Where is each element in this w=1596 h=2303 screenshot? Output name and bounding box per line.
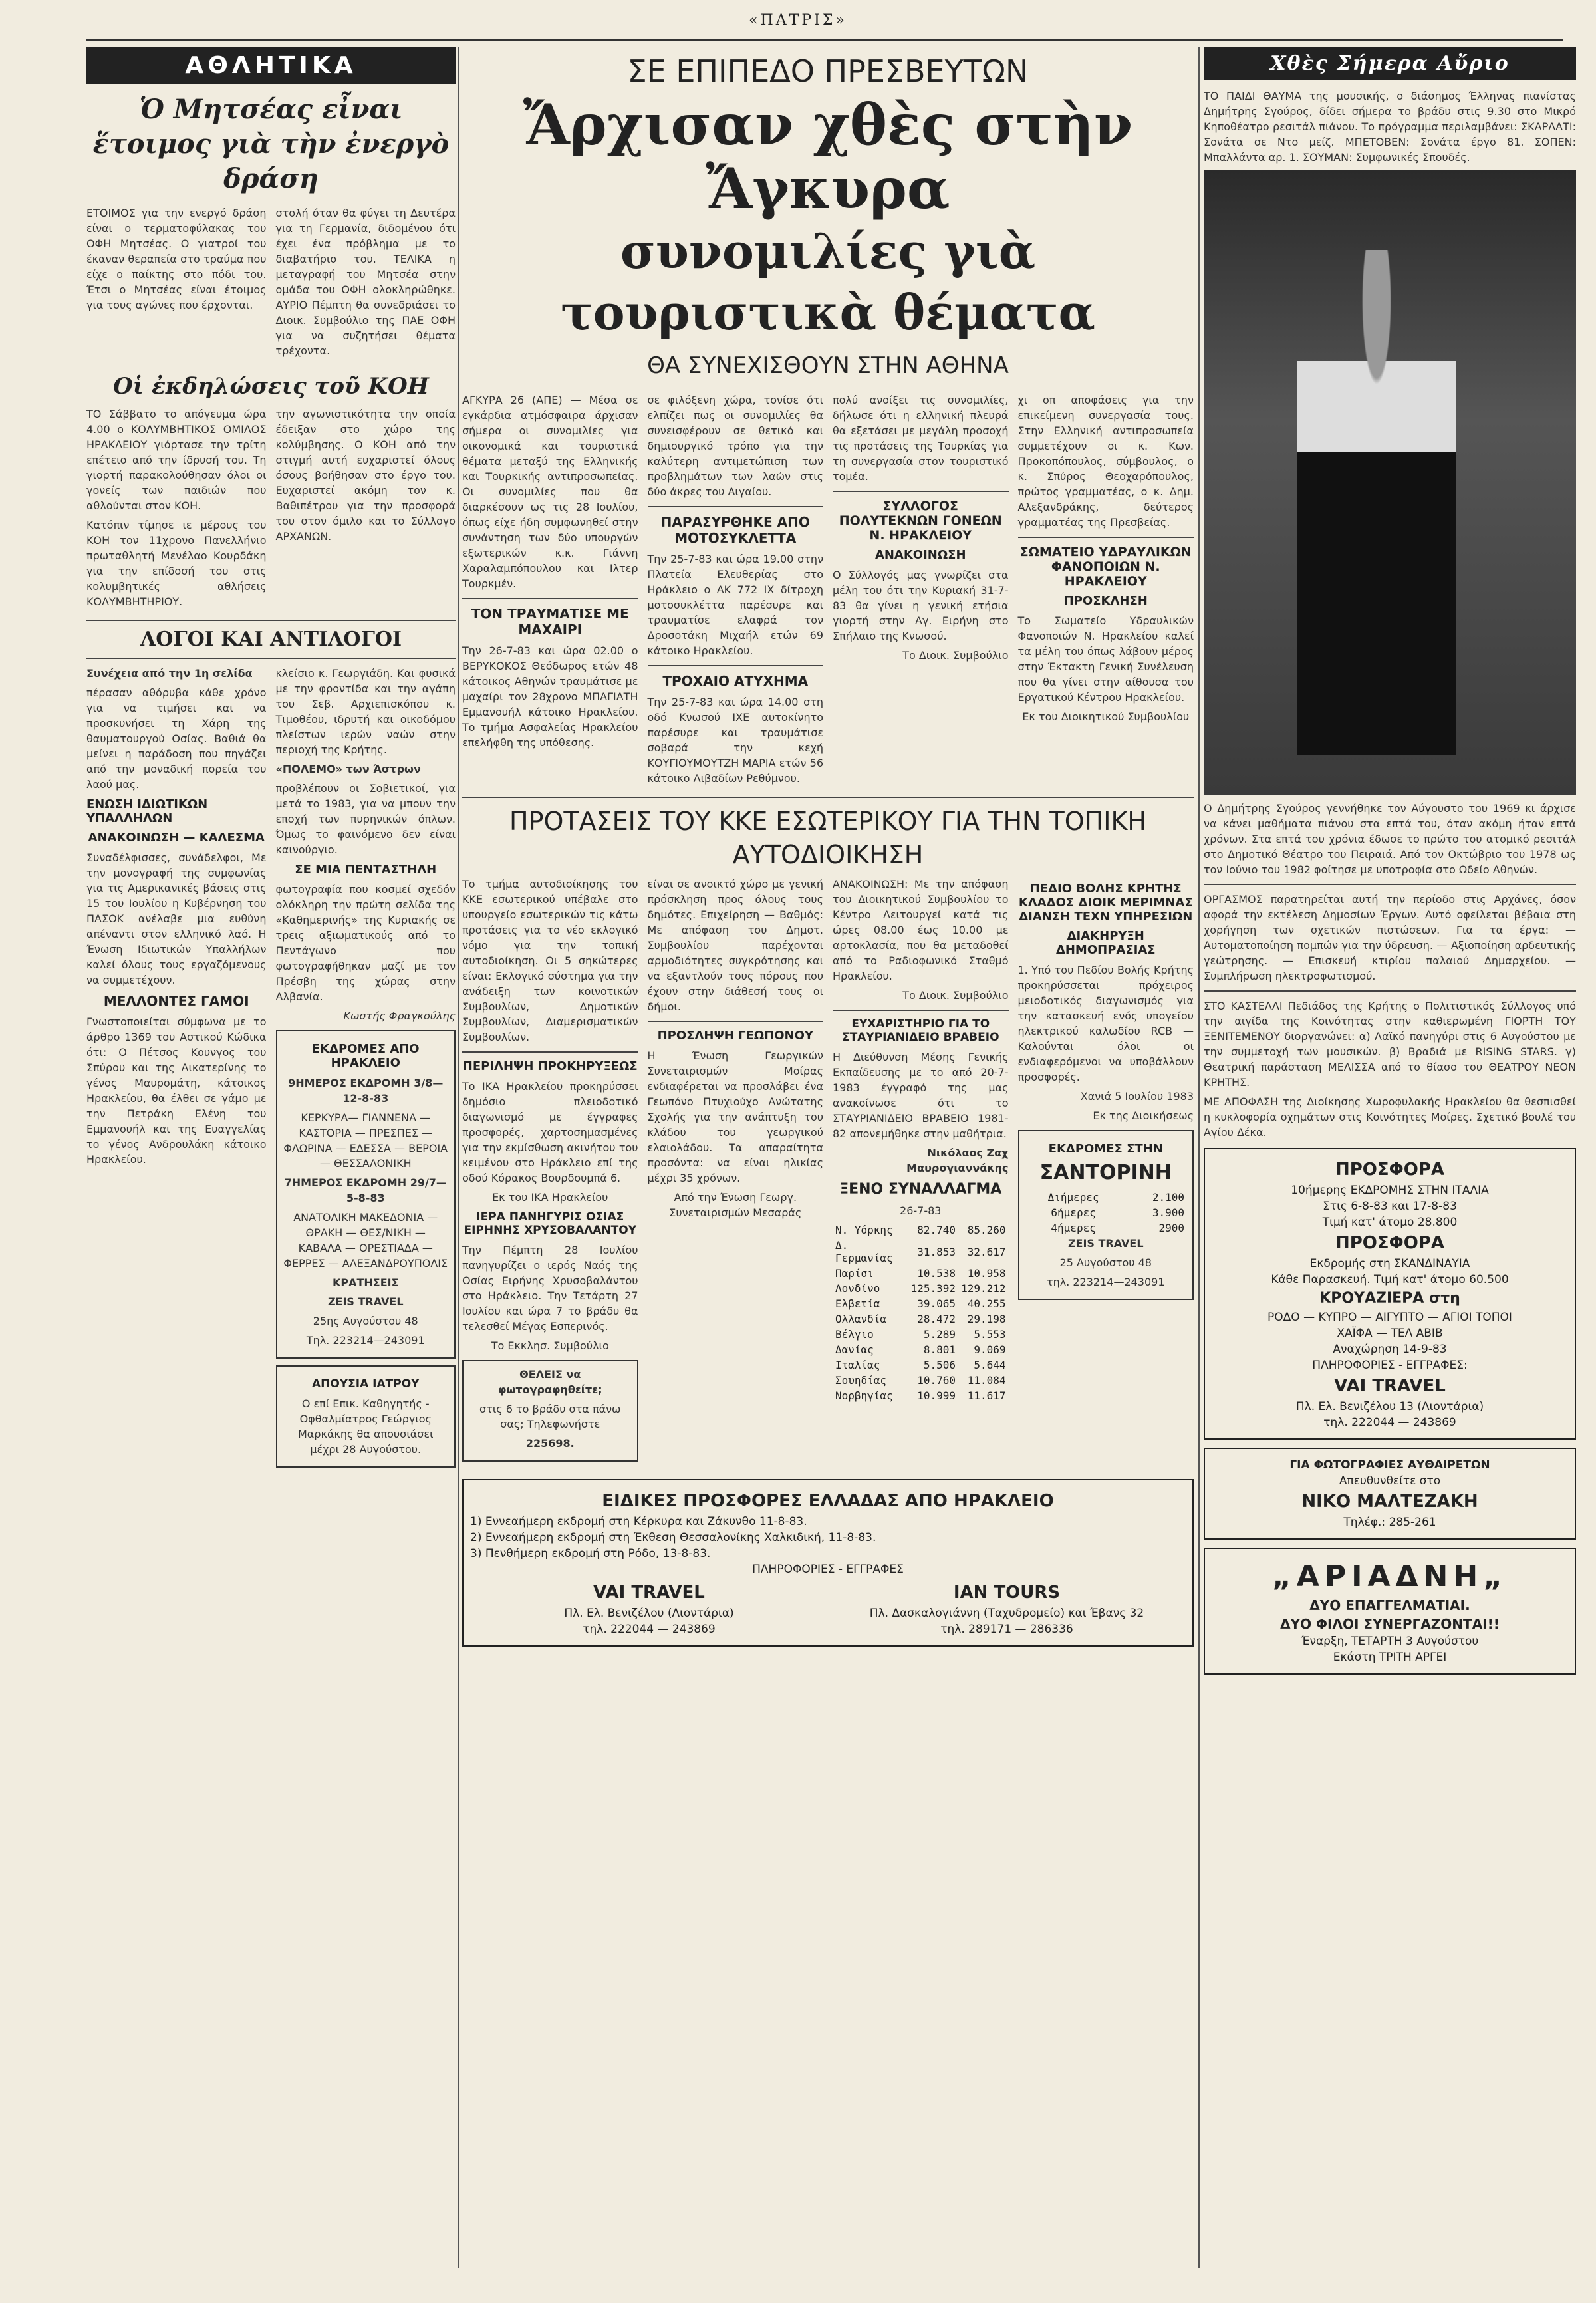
rate-sell: 11.084 (967, 1374, 1006, 1387)
logoi-headline: ΛΟΓΟΙ ΚΑΙ ΑΝΤΙΛΟΓΟΙ (140, 628, 402, 651)
prosfora-line-3: Τιμή κατ' άτομο 28.800 (1322, 1216, 1458, 1229)
price-row (1025, 1205, 1188, 1220)
section-rule (648, 665, 824, 666)
stavrianideio-signature: Νικόλαος Ζαχ Μαυρογιαννάκης (906, 1147, 1009, 1174)
prosfora-phone: τηλ. 222044 — 243869 (1323, 1416, 1456, 1429)
stavrianideio-body: Η Διεύθυνση Μέσης Γενικής Εκπαίδευσης με το από 20-7-1983 έγγραφό της μας ανακοίνωσε ότι το ΣΤΑΥΡΙΑΝΙΔΕΙΟ ΒΡΑΒΕΙΟ 1981-82 απονεμήθηκε στην μαθήτρια. (833, 1051, 1009, 1140)
foto-name: ΝΙΚΟ ΜΑΛΤΕΖΑΚΗ (1301, 1492, 1478, 1512)
rate-buy: 31.853 (917, 1245, 956, 1258)
main-col-4: χι οπ αποφάσεις για την επικείμενη συνεργασία τους. Στην Ελληνική αντιπροσωπεία συμμετέχουν οι κ. Κων. Προκοπόπουλος, σύμβουλος, ο κ. Σπύρος Θεοχαρόπουλος, πρώτος γραμματέας, ο κ. Δημ. Αλεξανδράκης, δεύτερος γραμματέας της Πρεσβείας. (1017, 394, 1194, 529)
logoi-body-1: πέρασαν αθόρυβα κάθε χρόνο για να τιμήσει και να προσκυνήσει τη Χάρη της θαυματουργού Οσίας. Βαθιά θα μείνει η παράδοση που πηγάζει από την μοναδική πορεία του λαού μας. (86, 686, 267, 791)
syllogos-title: ΣΥΛΛΟΓΟΣ ΠΟΛΥΤΕΚΝΩΝ ΓΟΝΕΩΝ Ν. ΗΡΑΚΛΕΙΟΥ (839, 499, 1002, 543)
currency-name: Ν. Υόρκης (835, 1224, 893, 1236)
stavrianideio-title: ΕΥΧΑΡΙΣΤΗΡΙΟ ΓΙΑ ΤΟ ΣΤΑΥΡΙΑΝΙΔΕΙΟ ΒΡΑΒΕΙΟ (841, 1017, 999, 1044)
prosfora-line-2: Στις 6-8-83 και 17-8-83 (1323, 1200, 1457, 1213)
rate-sell: 129.212 (961, 1282, 1006, 1295)
kon-body-1: ΤΟ Σάββατο το απόγευμα ώρα 4.00 ο ΚΟΛΥΜΒΗΤΙΚΟΣ ΟΜΙΛΟΣ ΗΡΑΚΛΕΙΟΥ γιόρτασε την τρίτη επέτειο από την ίδρυσή του. Τη γιορτή παρακολούθησαν όλοι οι γονείς των παιδιών που αθλούνται στον ΚΟΗ. (86, 408, 267, 512)
currency-name: Νορβηγίας (835, 1389, 893, 1402)
apousia-notice (276, 1365, 456, 1468)
sports-article (86, 205, 456, 362)
trochaio-body: Την 25-7-83 και ώρα 14.00 στη οδό Κνωσού ΙΧΕ αυτοκίνητο παρέσυρε και τραυμάτισε σοβαρά την κεχή ΚΟΥΓΙΟΥΜΟΥΤΖΗ ΜΑΡΙΑ ετών 56 κάτοικο Λιβαδίων Ρεθύμνου. (647, 696, 823, 785)
rate-buy: 10.760 (917, 1374, 956, 1387)
kke-col-2: είναι σε ανοικτό χώρο με γενική πρόσκληση προς όλους τους δημότες. Επιχείρηση — Βαθμός: Με απόφαση του Δημοτ. Συμβουλίου παρέχονται αρμοδιότητες συγκρότησης και να εξαντλούν τους πόρους που έχουν στην διάθεσή τους οι δήμοι. (647, 878, 823, 1013)
pedio-date: Χανιά 5 Ιουλίου 1983 (1080, 1090, 1194, 1103)
main-headline-1: Ἄρχισαν χθὲς στὴν Ἄγκυρα (523, 92, 1133, 221)
sports-headline: Ὁ Μητσέας εἶναι ἕτοιμος γιὰ τὴν ἐνεργὸ δράση (92, 94, 450, 194)
section-rule (1204, 884, 1576, 885)
ariadni-line-3: Έναρξη, ΤΕΤΑΡΤΗ 3 Αυγούστου (1301, 1635, 1479, 1648)
currency-name: Ελβετία (835, 1297, 880, 1310)
mia-signature: Κωστής Φραγκούλης (343, 1010, 456, 1022)
pedio-signature: Εκ της Διοικήσεως (1093, 1109, 1194, 1122)
prosfora-address: Πλ. Ελ. Βενιζέλου 13 (Λιοντάρια) (1295, 1400, 1484, 1413)
main-col-1: ΑΓΚΥΡΑ 26 (ΑΠΕ) — Μέσα σε εγκάρδια ατμόσφαιρα άρχισαν σήμερα οι συνομιλίες για οικονομικά και τουριστικά θέματα μεταξύ της Ελληνικής και Τουρκικής αντιπροσωπείας. Οι συνομιλίες που θα διαρκέσουν ως τις 28 Ιουλίου, όπως είχε ήδη συμφωνηθεί στην συνάντηση των δύο υπουργών εξωτερικών κ.κ. Γιάννη Χαραλαμπόπουλου και Ιλτερ Τουρκμέν. (462, 394, 638, 590)
rate-sell: 9.069 (974, 1343, 1006, 1356)
prosfora-title-1: ΠΡΟΣΦΟΡΑ (1335, 1160, 1445, 1180)
rate-sell: 11.617 (967, 1389, 1006, 1402)
prosfora-line-7: ΧΑΪΦΑ — ΤΕΛ ΑΒΙΒ (1337, 1327, 1443, 1340)
rate-sell: 5.644 (974, 1359, 1006, 1371)
mia-title: ΣΕ ΜΙΑ ΠΕΝΤΑΣΤΗΛΗ (295, 863, 437, 877)
polemo-title: «ΠΟΛΕΜΟ» των Άστρων (275, 763, 421, 775)
enosi-title: ΕΝΩΣΗ ΙΔΙΩΤΙΚΩΝ ΥΠΑΛΛΗΛΩΝ (86, 797, 208, 825)
ika-signature: Εκ του ΙΚΑ Ηρακλείου (492, 1191, 608, 1204)
mellontes-title: ΜΕΛΛΟΝΤΕΣ ΓΑΜΟΙ (103, 993, 249, 1009)
foto-title: ΓΙΑ ΦΩΤΟΓΡΑΦΙΕΣ ΑΥΘΑΙΡΕΤΩΝ (1289, 1458, 1490, 1472)
price-label: 4ήμερες (1051, 1222, 1096, 1234)
eidikes-agency-2: IAN TOURS (953, 1583, 1061, 1603)
section-rule (1204, 990, 1576, 992)
kon-body-3: Κατόπιν τίμησε ιε μέρους του ΚΟΗ τον 11χρονο Πανελλήνιο πρωταθλητή Μενέλαο Κουρδάκη για την επίδοσή του στις κολυμβητικές αθλήσεις ΚΟΛΥΜΒΗΤΗΡΙΟΥ. (86, 519, 267, 608)
ekdromes-phone: Τηλ. 223214—243091 (306, 1334, 425, 1347)
syllogos-signature: Το Διοικ. Συμβούλιο (902, 649, 1009, 662)
right-column (1204, 47, 1576, 2268)
pianist-photo (1204, 170, 1576, 795)
kon-body-2: την αγωνιστικότητα την οποία έδειξαν στο χώρο της κολύμβησης. Ο ΚΟΗ από την στιγμή αυτή ευχαριστεί όλους όσους βοήθησαν στο έργο του. Ευχαριστεί ακόμη τον κ. Βαθιπέτρου για την προσφορά του στον όμιλο και το Σύλλογο ΑΡΧΑΝΩΝ. (275, 408, 456, 543)
currency-name: Δανίας (835, 1343, 874, 1356)
moto-title: ΠΑΡΑΣΥΡΘΗΚΕ ΑΠΟ ΜΟΤΟΣΥΚΛΕΤΤΑ (660, 514, 810, 546)
rate-sell: 40.255 (967, 1297, 1006, 1310)
apofasi-body: ΜΕ ΑΠΟΦΑΣΗ της Διοίκησης Χωροφυλακής Ηρακλείου θα θεσπισθεί η κυκλοφορία οχημάτων στις Κοινότητες Μοίρες. Σχετικό βουλέ του Αγίου Δέκα. (1204, 1095, 1576, 1139)
theseis-ad (462, 1360, 638, 1462)
theseis-phone: 225698. (525, 1437, 575, 1450)
price-row (1025, 1190, 1188, 1205)
kke-article (462, 877, 1194, 1468)
santorini-title: ΕΚΔΡΟΜΕΣ ΣΤΗΝ (1048, 1142, 1163, 1156)
panigyris-signature: Το Εκκλησ. Συμβούλιο (491, 1339, 609, 1352)
prosfora-line-8: Αναχώρηση 14-9-83 (1333, 1343, 1447, 1356)
eidikes-item-1: 1) Εννεαήμερη εκδρομή στη Κέρκυρα και Ζάκυνθο 11-8-83. (470, 1515, 807, 1528)
trochaio-title: ΤΡΟΧΑΙΟ ΑΤΥΧΗΜΑ (662, 673, 809, 689)
currency-name: Παρίσι (835, 1267, 874, 1280)
pedio-title: ΠΕΔΙΟ ΒΟΛΗΣ ΚΡΗΤΗΣ ΚΛΑΔΟΣ ΔΙΟΙΚ ΜΕΡΙΜΝΑΣ ΔΙΑΝΣΗ ΤΕΧΝ ΥΠΗΡΕΣΙΩΝ (1018, 882, 1193, 924)
section-rule (462, 598, 638, 599)
column-divider (458, 47, 459, 2268)
kke-headline: ΠΡΟΤΑΣΕΙΣ ΤΟΥ ΚΚΕ ΕΣΩΤΕΡΙΚΟΥ ΓΙΑ ΤΗΝ ΤΟΠΙΚΗ ΑΥΤΟΔΙΟΙΚΗΣΗ (509, 807, 1146, 869)
ekdromes-ad (276, 1030, 456, 1359)
sports-body-1: ΕΤΟΙΜΟΣ για την ενεργό δράση είναι ο τερματοφύλακας του ΟΦΗ Μητσέας. Ο γιατροί του έκαναν θεραπεία στο τραύμα που είχε ο παίκτης στο πόδι του. Έτσι ο Μητσέας είναι έτοιμος για τους αγώνες που έρχονται. (86, 207, 267, 311)
sports-body-2: στολή όταν θα φύγει τη Δευτέρα για τη Γερμανία, διδομένου ότι έχει ένα πρόβλημα με το διαβατήριο του. ΤΕΛΙΚΑ η μεταγραφή του Μητσέα στην ομάδα του ΟΦΗ ολοκληρώθηκε. ΑΥΡΙΟ Πέμπτη θα συνεδριάσει το Διοικ. Συμβούλιο της ΠΑΕ ΟΦΗ για να συζητήσει θέματα τρέχοντα. (275, 207, 456, 357)
currency-name: Λονδίνο (835, 1282, 880, 1295)
eidikes-title: ΕΙΔΙΚΕΣ ΠΡΟΣΦΟΡΕΣ ΕΛΛΑΔΑΣ ΑΠΟ ΗΡΑΚΛΕΙΟ (602, 1491, 1054, 1511)
main-headline-2: συνομιλίες γιὰ τουριστικὰ θέματα (561, 223, 1095, 340)
currency-name: Δ. Γερμανίας (835, 1239, 893, 1264)
price-label: 6ήμερες (1051, 1206, 1096, 1219)
xeno-row (833, 1388, 1009, 1403)
prosfora-ad (1204, 1148, 1576, 1440)
xthes-banner: Χθὲς Σήμερα Αὔριο (1204, 47, 1576, 80)
ariadni-line-4: Εκάστη ΤΡΙΤΗ ΑΡΓΕΙ (1333, 1651, 1447, 1664)
section-rule (648, 506, 824, 507)
prosfora-title-3: ΚΡΟΥΑΖΙΕΡΑ στη (1319, 1290, 1460, 1307)
top-rule (86, 39, 1563, 41)
syllogos-subtitle: ΑΝΑΚΟΙΝΩΣΗ (874, 548, 966, 562)
eidikes-item-3: 3) Πενθήμερη εκδρομή στη Ρόδο, 13-8-83. (470, 1547, 711, 1560)
ekdromes-address: 25ης Αυγούστου 48 (313, 1315, 418, 1327)
price-value: 3.900 (1152, 1206, 1184, 1219)
eidikes-item-2: 2) Εννεαήμερη εκδρομή στη Έκθεση Θεσσαλονίκης Χαλκιδική, 11-8-83. (470, 1531, 876, 1544)
main-col-2: σε φιλόξενη χώρα, τονίσε ότι ελπίζει πως οι συνομιλίες θα συνεισφέρουν σε θετικό και δημιουργικό τρόπο για την καλύτερη αντιμετώπιση των προβλημάτων των λαών στις δύο άκρες του Αιγαίου. (647, 394, 823, 498)
section-rule (1018, 537, 1194, 538)
ekdromes-kratiseis: ΚΡΑΤΗΣΕΙΣ (332, 1276, 399, 1289)
kke-col-3: ΑΝΑΚΟΙΝΩΣΗ: Με την απόφαση του Διοικητικού Συμβουλίου το Κέντρο Λειτουργεί κατά τις ώρες 08.00 έως 10.00 με αρτοκλασία, που θα μεταδοθεί από το Ραδιοφωνικό Σταθμό Ηρακλείου. (833, 878, 1009, 982)
xeno-row (833, 1281, 1009, 1296)
rate-buy: 39.065 (917, 1297, 956, 1310)
rate-buy: 28.472 (917, 1313, 956, 1325)
santorini-address: 25 Αυγούστου 48 (1059, 1256, 1152, 1269)
rate-buy: 10.538 (917, 1267, 956, 1280)
currency-name: Σουηδίας (835, 1374, 887, 1387)
ika-title: ΠΕΡΙΛΗΨΗ ΠΡΟΚΗΡΥΞΕΩΣ (462, 1059, 638, 1073)
soma-subtitle: ΠΡΟΣΚΛΗΣΗ (1063, 594, 1148, 608)
rate-buy: 5.506 (923, 1359, 956, 1371)
rate-sell: 10.958 (967, 1267, 1006, 1280)
prosfora-info: ΠΛΗΡΟΦΟΡΙΕΣ - ΕΓΓΡΑΦΕΣ: (1312, 1359, 1468, 1372)
ariadni-title: „ΑΡΙΑΔΝΗ„ (1271, 1559, 1508, 1593)
left-column (86, 47, 456, 2268)
theseis-title: ΘΕΛΕΙΣ να φωτογραφηθείτε; (497, 1368, 602, 1396)
foto-phone: Τηλέφ.: 285-261 (1343, 1516, 1436, 1529)
rate-sell: 5.553 (974, 1328, 1006, 1341)
section-rule (648, 1021, 824, 1022)
xeno-row (833, 1266, 1009, 1281)
geoponos-body: Η Ένωση Γεωργικών Συνεταιρισμών Μοίρας ενδιαφέρεται να προσλάβει ένα Γεωπόνο Πτυχιούχο Ανώτατης Σχολής για την ανάπτυξη του κλάδου του γεωργικού ελαιολάδου. Τα απαραίτητα προσόντα: να είναι ηλικίας μέχρι 35 χρόνων. (647, 1049, 823, 1184)
xeno-row (833, 1238, 1009, 1266)
kon-headline: Οἱ ἐκδηλώσεις τοῦ ΚΟΗ (113, 373, 429, 400)
kon-article (86, 406, 456, 613)
xthes-body-1: ΤΟ ΠΑΙΔΙ ΘΑΥΜΑ της μουσικής, ο διάσημος Έλληνας πιανίστας Δημήτρης Σγούρος, δίδει σήμερα το βράδυ στις 9.30 στο Μικρό Κηποθέατρο ρεσιτάλ πιάνου. Το πρόγραμμα περιλαμβάνει: ΣΚΑΡΛΑΤΙ: Σονάτα σε Ντο μείζ. ΜΠΕΤΟΒΕΝ: Σονάτα έργο 81. ΣΟΠΕΝ: Μπαλλάντα αρ. 1. ΣΟΥΜΑΝ: Συμφωνικές Σπουδές. (1204, 90, 1576, 164)
price-label: Διήμερες (1047, 1191, 1099, 1204)
geoponos-signature: Από την Ένωση Γεωργ. Συνεταιρισμών Μεσαράς (669, 1191, 802, 1219)
price-row (1025, 1220, 1188, 1236)
santorini-place: ΣΑΝΤΟΡΙΝΗ (1039, 1161, 1172, 1184)
trauma-body: Την 26-7-83 και ώρα 02.00 ο ΒΕΡΥΚΟΚΟΣ Θεόδωρος ετών 48 κάτοικος Αθηνών τραυμάτισε με μαχαίρι τον 28χρονο ΜΠΑΓΙΑΤΗ Εμμανουήλ κάτοικο Ηρακλείου. Το τμήμα Ασφαλείας Ηρακλείου επελήφθη της υπόθεσης. (462, 644, 638, 749)
soma-signature: Εκ του Διοικητικού Συμβουλίου (1022, 710, 1190, 723)
theseis-body: στις 6 το βράδυ στα πάνω σας; Τηλεφωνήστε (479, 1403, 621, 1430)
ekdromes-agency: ZEIS TRAVEL (327, 1295, 404, 1308)
section-rule (86, 620, 456, 621)
orgasmos-body: ΟΡΓΑΣΜΟΣ παρατηρείται αυτή την περίοδο στις Αρχάνες, όσον αφορά την εκτέλεση Δημοσίων Έργων. Αυτό οφείλεται βέβαια στη χορήγηση των σχετικών πιστώσεων. Για τα έργα: — Αυτοματοποίηση πομπών για την ύδρευση. — Αξιοποίηση αρδευτικής γεώτρησης. — Επισκευή κτιρίου παλαιού Δημαρχείου. — Συμπλήρωση ηλεκτροφωτισμού. (1204, 893, 1576, 982)
ariadni-line-1: ΔΥΟ ΕΠΑΓΓΕΛΜΑΤΙΑΙ. (1309, 1597, 1470, 1613)
logoi-lead: Συνέχεια από την 1η σελίδα (86, 667, 253, 680)
xeno-row (833, 1327, 1009, 1342)
prosfora-line-4: Εκδρομής στη ΣΚΑΝΔΙΝΑΥΙΑ (1309, 1257, 1470, 1270)
panigyris-title: ΙΕΡΑ ΠΑΝΗΓΥΡΙΣ ΟΣΙΑΣ ΕΙΡΗΝΗΣ ΧΡΥΣΟΒΑΛΑΝΤΟΥ (464, 1210, 637, 1237)
section-rule (833, 1010, 1009, 1011)
prosfora-agency: VAI TRAVEL (1334, 1376, 1446, 1396)
eidikes-address-2: Πλ. Δασκαλογιάννη (Ταχυδρομείο) και Έβανς 32 (869, 1607, 1144, 1620)
ekdromes-line-3: 7ΗΜΕΡΟΣ ΕΚΔΡΟΜΗ 29/7—5-8-83 (284, 1176, 447, 1204)
mellontes-body: Γνωστοποιείται σύμφωνα με το άρθρο 1369 του Αστικού Κώδικα ότι: Ο Πέτσος Κουνγος του Σπύρου και της Αικατερίνης το γένος Μαυρομάτη, κάτοικος Ηρακλείου, θα έλθει σε γάμο με την Πετράκη Ελένη του Εμμανουήλ και της Ευαγγελίας το γένος Ανδρουλάκη κάτοικο Ηρακλείου. (86, 1016, 267, 1166)
ariadni-ad (1204, 1548, 1576, 1675)
xeno-row (833, 1373, 1009, 1388)
xeno-row (833, 1311, 1009, 1327)
ekdromes-line-2: ΚΕΡΚΥΡΑ— ΓΙΑΝΝΕΝΑ — ΚΑΣΤΟΡΙΑ — ΠΡΕΣΠΕΣ — ΦΛΩΡΙΝΑ — ΕΔΕΣΣΑ — ΒΕΡΟΙΑ — ΘΕΣΣΑΛΟΝΙΚΗ (283, 1111, 448, 1170)
xthes-body-2: Ο Δημήτρης Σγούρος γεννήθηκε τον Αύγουστο του 1969 κι άρχισε να κάνει μαθήματα πιάνου στα επτά του, όταν ακόμη ήταν επτά χρόνων. Στα επτά του χρόνια έδωσε το πρώτο του ατομικό ρεσιτάλ στο Δημοτικό Θέατρο του Πειραιά. Από τον Οκτώβριο του 1978 ως τον Ιούνιο του 1982 φοίτησε με υποτροφία στο Ωδείο Αθηνών. (1204, 802, 1576, 876)
eidikes-agency-1: VAI TRAVEL (593, 1583, 705, 1603)
center-column (462, 47, 1194, 2268)
enosi-subtitle: ΑΝΑΚΟΙΝΩΣΗ — ΚΑΛΕΣΜΑ (88, 831, 265, 845)
section-rule (833, 491, 1009, 492)
apousia-title: ΑΠΟΥΣΙΑ ΙΑΤΡΟΥ (312, 1377, 420, 1391)
xeno-date: 26-7-83 (900, 1204, 942, 1217)
ika-body: Το ΙΚΑ Ηρακλείου προκηρύσσει δημόσιο πλειοδοτικό διαγωνισμό με έγγραφες προσφορές, χαρτοσημασμένες για την εκμίσθωση ακινήτου του κειμένου στο Ηράκλειο επί της οδού Κόρακος Βουρδουμπά 6. (462, 1080, 638, 1184)
eidikes-ad (462, 1479, 1194, 1647)
ekdromes-title: ΕΚΔΡΟΜΕΣ ΑΠΟ ΗΡΑΚΛΕΙΟ (311, 1042, 420, 1070)
sports-banner: ΑΘΛΗΤΙΚΑ (86, 47, 456, 84)
rate-buy: 82.740 (917, 1224, 956, 1236)
xeno-title: ΞΕΝΟ ΣΥΝΑΛΛΑΓΜΑ (839, 1181, 1002, 1198)
section-rule (462, 797, 1194, 798)
xeno-row (833, 1222, 1009, 1238)
rate-buy: 125.392 (910, 1282, 956, 1295)
eidikes-phone-1: τηλ. 222044 — 243869 (583, 1623, 716, 1636)
xeno-table (833, 1222, 1009, 1403)
ariadni-line-2: ΔΥΟ ΦΙΛΟΙ ΣΥΝΕΡΓΑΖΟΝΤΑΙ!! (1280, 1616, 1500, 1632)
main-article (462, 392, 1194, 790)
main-col-3: πολύ ανοίξει τις συνομιλίες, δήλωσε ότι η ελληνική πλευρά θα εξετάσει με μεγάλη προσοχή τις προτάσεις της Τουρκίας για τη συνεργασία στον τουριστικό τομέα. (833, 394, 1009, 483)
ekdromes-line-1: 9ΗΜΕΡΟΣ ΕΚΔΡΟΜΗ 3/8—12-8-83 (288, 1077, 444, 1105)
soma-title: ΣΩΜΑΤΕΙΟ ΥΔΡΑΥΛΙΚΩΝ ΦΑΝΟΠΟΙΩΝ Ν. ΗΡΑΚΛΕΙΟΥ (1019, 545, 1192, 589)
santorini-ad (1018, 1130, 1194, 1300)
main-subhead: ΘΑ ΣΥΝΕΧΙΣΘΟΥΝ ΣΤΗΝ ΑΘΗΝΑ (647, 352, 1009, 379)
rate-buy: 8.801 (923, 1343, 956, 1356)
santorini-phone: τηλ. 223214—243091 (1046, 1276, 1165, 1288)
main-kicker: ΣΕ ΕΠΙΠΕΔΟ ΠΡΕΣΒΕΥΤΩΝ (627, 53, 1029, 89)
trauma-title: ΤΟΝ ΤΡΑΥΜΑΤΙΣΕ ΜΕ ΜΑΧΑΙΡΙ (471, 606, 629, 638)
prosfora-title-2: ΠΡΟΣΦΟΡΑ (1335, 1233, 1445, 1253)
apousia-body: Ο επί Επικ. Καθηγητής - Οφθαλμίατρος Γεώργιος Μαρκάκης θα απουσιάσει μέχρι 28 Αυγούστου. (298, 1397, 434, 1456)
kke-col-1: Το τμήμα αυτοδιοίκησης του ΚΚΕ εσωτερικού υπέβαλε στο υπουργείο εσωτερικών τις κάτω προτάσεις για το νέο εκλογικό νόμο για την τοπική αυτοδιοίκηση. Οι 5 σηκώτερες είναι: Εκλογικό σύστημα για την ανάδειξη των κοινοτικών Συμβουλίων, Δημοτικών Συμβουλίων, Διαμερισματικών Συμβουλίων. (462, 878, 638, 1043)
ekdromes-line-4: ΑΝΑΤΟΛΙΚΗ ΜΑΚΕΔΟΝΙΑ — ΘΡΑΚΗ — ΘΕΣ/ΝΙΚΗ — ΚΑΒΑΛΑ — ΟΡΕΣΤΙΑΔΑ — ΦΕΡΡΕΣ — ΑΛΕΞΑΝΔΡΟΥΠΟΛΙΣ (283, 1211, 448, 1270)
logoi-body-2: κλείσιο κ. Γεωργιάδη. Και φυσικά με την φροντίδα και την αγάπη του Σεβ. Αρχιεπισκόπου κ. Τιμοθέου, ιδρυτή και οικοδόμου πλείστων ιερών ναών στην περιοχή της Κρήτης. (275, 667, 456, 756)
santorini-agency: ZEIS TRAVEL (1067, 1237, 1144, 1250)
syllogos-body: Ο Σύλλογός μας γνωρίζει στα μέλη του ότι την Κυριακή 31-7-83 θα γίνει η γενική ετήσια γιορτή στην Αγ. Ειρήνη στο Σπήλαιο της Κνωσού. (833, 569, 1009, 642)
currency-name: Ολλανδία (835, 1313, 887, 1325)
foto-ad (1204, 1448, 1576, 1540)
eidikes-phone-2: τηλ. 289171 — 286336 (940, 1623, 1073, 1636)
rate-sell: 32.617 (967, 1245, 1006, 1258)
prosfora-line-6: ΡΟΔΟ — ΚΥΠΡΟ — ΑΙΓΥΠΤΟ — ΑΓΙΟΙ ΤΟΠΟΙ (1267, 1311, 1512, 1324)
xeno-row (833, 1342, 1009, 1357)
prosfora-line-1: 10ήμερης ΕΚΔΡΟΜΗΣ ΣΤΗΝ ΙΤΑΛΙΑ (1291, 1184, 1489, 1197)
xeno-row (833, 1296, 1009, 1311)
panigyris-body: Την Πέμπτη 28 Ιουλίου πανηγυρίζει ο ιερός Ναός της Οσίας Ειρήνης Χρυσοβαλάντου στο Ηράκλειο. Την Τετάρτη 27 Ιουλίου και ώρα 7 το βράδυ θα τελεσθεί Μέγας Εσπερινός. (462, 1244, 638, 1333)
kasteli-body: ΣΤΟ ΚΑΣΤΕΛΛΙ Πεδιάδος της Κρήτης ο Πολιτιστικός Σύλλογος υπό την αιγίδα της Κοινότητας στην καθιερωμένη ΓΙΟΡΤΗ ΤΟΥ ΞΕΝΙΤΕΜΕΝΟΥ διοργανώνει: α) Λαϊκό πανηγύρι στις 6 Αυγούστου με την συμμετοχή των μουσικών. β) Βραδιά με RISING STARS. γ) Θεατρική παράσταση ΜΕΛΙΣΣΑ από το θίασο του ΘΕΑΤΡΟΥ ΝΕΟΝ ΚΡΗΤΗΣ. (1204, 1000, 1576, 1089)
currency-name: Βέλγιο (835, 1328, 874, 1341)
xeno-row (833, 1357, 1009, 1373)
foto-line: Απευθυνθείτε στο (1339, 1474, 1441, 1488)
price-value: 2900 (1158, 1222, 1184, 1234)
logoi-article (86, 666, 456, 1474)
eidikes-address-1: Πλ. Ελ. Βενιζέλου (Λιοντάρια) (564, 1607, 734, 1620)
santorini-prices (1025, 1190, 1188, 1236)
eidikes-info: ΠΛΗΡΟΦΟΡΙΕΣ - ΕΓΓΡΑΦΕΣ (752, 1563, 904, 1576)
polemo-body: προβλέπουν οι Σοβιετικοί, για μετά το 1983, για να μπουν την εποχή των πυρηνικών όπλων. Όμως το φαινόμενο δεν είναι καινούργιο. (275, 782, 456, 856)
geoponos-title: ΠΡΟΣΛΗΨΗ ΓΕΩΠΟΝΟΥ (657, 1029, 813, 1043)
rate-sell: 29.198 (967, 1313, 1006, 1325)
soma-body: Το Σωματείο Υδραυλικών Φανοποιών Ν. Ηρακλείου καλεί τα μέλη του όπως λάβουν μέρος στην Έκτακτη Γενική Συνέλευση που θα γίνει στην αίθουσα του Εργατικού Κέντρου Ηρακλείου. (1017, 614, 1194, 704)
column-divider (1198, 47, 1200, 2268)
currency-name: Ιταλίας (835, 1359, 880, 1371)
masthead: «ΠΑΤΡΙΣ» (749, 12, 847, 29)
section-rule (86, 658, 456, 659)
price-value: 2.100 (1152, 1191, 1184, 1204)
pianist-figure (1297, 250, 1456, 755)
rate-buy: 5.289 (923, 1328, 956, 1341)
mia-body: φωτογραφία που κοσμεί σχεδόν ολόκληρη την πρώτη σελίδα της «Καθημερινής» της Κυριακής σε τρεις αξιωματικούς από το Πεντάγωνο που φωτογραφήθηκαν μαζί με τον Πρέσβη της χώρας στην Αλβανία. (275, 883, 456, 1003)
kke-signature: Το Διοικ. Συμβούλιο (902, 989, 1009, 1002)
rate-buy: 10.999 (917, 1389, 956, 1402)
section-rule (462, 1051, 638, 1053)
rate-sell: 85.260 (967, 1224, 1006, 1236)
prosfora-line-5: Κάθε Παρασκευή. Τιμή κατ' άτομο 60.500 (1271, 1273, 1509, 1286)
enosi-body: Συναδέλφισσες, συνάδελφοι, Με την μονογραφή της συμφωνίας για τις Αμερικανικές βάσεις στις 15 του Ιουλίου η Κυβέρνηση του ΠΑΣΟΚ ανέλαβε μια ευθύνη απέναντι στον ελληνικό λαό. Η Ένωση Ιδιωτικών Υπαλλήλων καλεί όλους τους εργαζόμενους να συμμετέχουν. (86, 851, 267, 986)
pedio-subtitle: ΔΙΑΚΗΡΥΞΗ ΔΗΜΟΠΡΑΣΙΑΣ (1055, 929, 1156, 957)
moto-body: Την 25-7-83 και ώρα 19.00 στην Πλατεία Ελευθερίας στο Ηράκλειο ο ΑΚ 772 ΙΧ δίτροχη μοτοσυκλέττα παρέσυρε και τραυματίσε ελαφρά τον Δροσοτάκη Μιχαήλ ετών 69 κάτοικο Ηρακλείου. (647, 553, 823, 657)
pedio-body: 1. Υπό του Πεδίου Βολής Κρήτης προκηρύσσεται πρόχειρος μειοδοτικός διαγωνισμός για την κατασκευή ενός υπογείου ηλεκτρικού καλωδίου RCB — Καλούνται όλοι οι ενδιαφερόμενοι να υποβάλλουν προσφορές. (1017, 964, 1194, 1083)
